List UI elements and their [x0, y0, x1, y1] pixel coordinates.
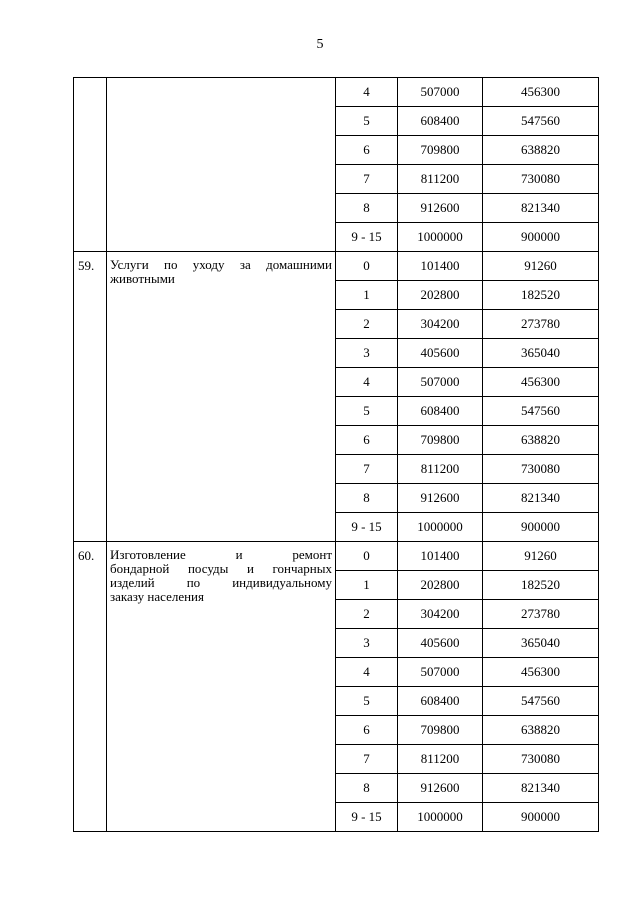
tax-amount-cell: 456300 — [483, 78, 599, 107]
potential-income-cell: 101400 — [398, 542, 483, 571]
service-name — [107, 78, 336, 252]
potential-income-cell: 507000 — [398, 78, 483, 107]
employee-count-cell: 4 — [336, 368, 398, 397]
potential-income-cell: 304200 — [398, 600, 483, 629]
potential-income-cell: 811200 — [398, 745, 483, 774]
potential-income-cell: 811200 — [398, 455, 483, 484]
tax-amount-cell: 638820 — [483, 136, 599, 165]
potential-income-cell: 912600 — [398, 774, 483, 803]
employee-count-cell: 8 — [336, 484, 398, 513]
table-body — [74, 78, 599, 832]
employee-count-cell: 9 - 15 — [336, 513, 398, 542]
employee-count-cell: 4 — [336, 78, 398, 107]
tax-amount-cell: 900000 — [483, 803, 599, 832]
employee-count-cell: 7 — [336, 165, 398, 194]
employee-count-cell: 0 — [336, 252, 398, 281]
tax-amount-cell: 182520 — [483, 281, 599, 310]
potential-income-cell: 304200 — [398, 310, 483, 339]
page-number: 5 — [316, 37, 324, 52]
table-row — [74, 252, 599, 281]
tax-amount-cell: 456300 — [483, 368, 599, 397]
tax-amount-cell: 365040 — [483, 629, 599, 658]
employee-count-cell: 7 — [336, 455, 398, 484]
potential-income-cell: 1000000 — [398, 513, 483, 542]
service-name-line: Услуги по уходу за домашними — [110, 257, 332, 272]
service-name-line: изделий по индивидуальному — [110, 575, 332, 590]
tax-amount-cell: 821340 — [483, 194, 599, 223]
potential-income-cell: 202800 — [398, 571, 483, 600]
tax-amount-cell: 638820 — [483, 426, 599, 455]
tax-amount-cell: 365040 — [483, 339, 599, 368]
potential-income-cell: 405600 — [398, 629, 483, 658]
tax-amount-cell: 821340 — [483, 484, 599, 513]
tax-amount-cell: 730080 — [483, 165, 599, 194]
tax-amount-cell: 456300 — [483, 658, 599, 687]
potential-income-cell: 912600 — [398, 194, 483, 223]
service-name-line: заказу населения — [110, 589, 204, 604]
tax-amount-cell: 730080 — [483, 745, 599, 774]
service-name-line: Изготовление и ремонт — [110, 547, 332, 562]
employee-count-cell: 5 — [336, 687, 398, 716]
potential-income-cell: 608400 — [398, 687, 483, 716]
tax-amount-cell: 547560 — [483, 687, 599, 716]
potential-income-cell: 608400 — [398, 107, 483, 136]
tax-amount-cell: 638820 — [483, 716, 599, 745]
table-row — [74, 78, 599, 107]
potential-income-cell: 608400 — [398, 397, 483, 426]
item-number: 59. — [74, 252, 107, 542]
employee-count-cell: 0 — [336, 542, 398, 571]
employee-count-cell: 2 — [336, 600, 398, 629]
employee-count-cell: 6 — [336, 716, 398, 745]
potential-income-cell: 1000000 — [398, 223, 483, 252]
service-name — [107, 252, 336, 542]
employee-count-cell: 4 — [336, 658, 398, 687]
tax-amount-cell: 547560 — [483, 107, 599, 136]
potential-income-cell: 912600 — [398, 484, 483, 513]
employee-count-cell: 1 — [336, 571, 398, 600]
employee-count-cell: 6 — [336, 426, 398, 455]
tax-amount-cell: 821340 — [483, 774, 599, 803]
employee-count-cell: 9 - 15 — [336, 803, 398, 832]
tax-amount-cell: 273780 — [483, 600, 599, 629]
potential-income-cell: 202800 — [398, 281, 483, 310]
potential-income-cell: 405600 — [398, 339, 483, 368]
employee-count-cell: 5 — [336, 107, 398, 136]
employee-count-cell: 9 - 15 — [336, 223, 398, 252]
tax-amount-cell: 91260 — [483, 252, 599, 281]
service-name — [107, 542, 336, 832]
item-number — [74, 78, 107, 252]
tax-amount-cell: 273780 — [483, 310, 599, 339]
potential-income-cell: 507000 — [398, 368, 483, 397]
tax-amount-cell: 900000 — [483, 223, 599, 252]
potential-income-cell: 709800 — [398, 426, 483, 455]
tax-amount-cell: 91260 — [483, 542, 599, 571]
potential-income-cell: 709800 — [398, 716, 483, 745]
services-table — [73, 77, 599, 832]
service-name-line: животными — [110, 271, 175, 286]
employee-count-cell: 8 — [336, 194, 398, 223]
potential-income-cell: 1000000 — [398, 803, 483, 832]
employee-count-cell: 8 — [336, 774, 398, 803]
employee-count-cell: 2 — [336, 310, 398, 339]
service-name-line: бондарной посуды и гончарных — [110, 561, 332, 576]
employee-count-cell: 3 — [336, 339, 398, 368]
tax-amount-cell: 900000 — [483, 513, 599, 542]
item-number: 60. — [74, 542, 107, 832]
potential-income-cell: 101400 — [398, 252, 483, 281]
table-row — [74, 542, 599, 571]
employee-count-cell: 5 — [336, 397, 398, 426]
tax-amount-cell: 182520 — [483, 571, 599, 600]
tax-amount-cell: 547560 — [483, 397, 599, 426]
employee-count-cell: 3 — [336, 629, 398, 658]
tax-amount-cell: 730080 — [483, 455, 599, 484]
potential-income-cell: 709800 — [398, 136, 483, 165]
potential-income-cell: 811200 — [398, 165, 483, 194]
potential-income-cell: 507000 — [398, 658, 483, 687]
employee-count-cell: 1 — [336, 281, 398, 310]
employee-count-cell: 7 — [336, 745, 398, 774]
employee-count-cell: 6 — [336, 136, 398, 165]
